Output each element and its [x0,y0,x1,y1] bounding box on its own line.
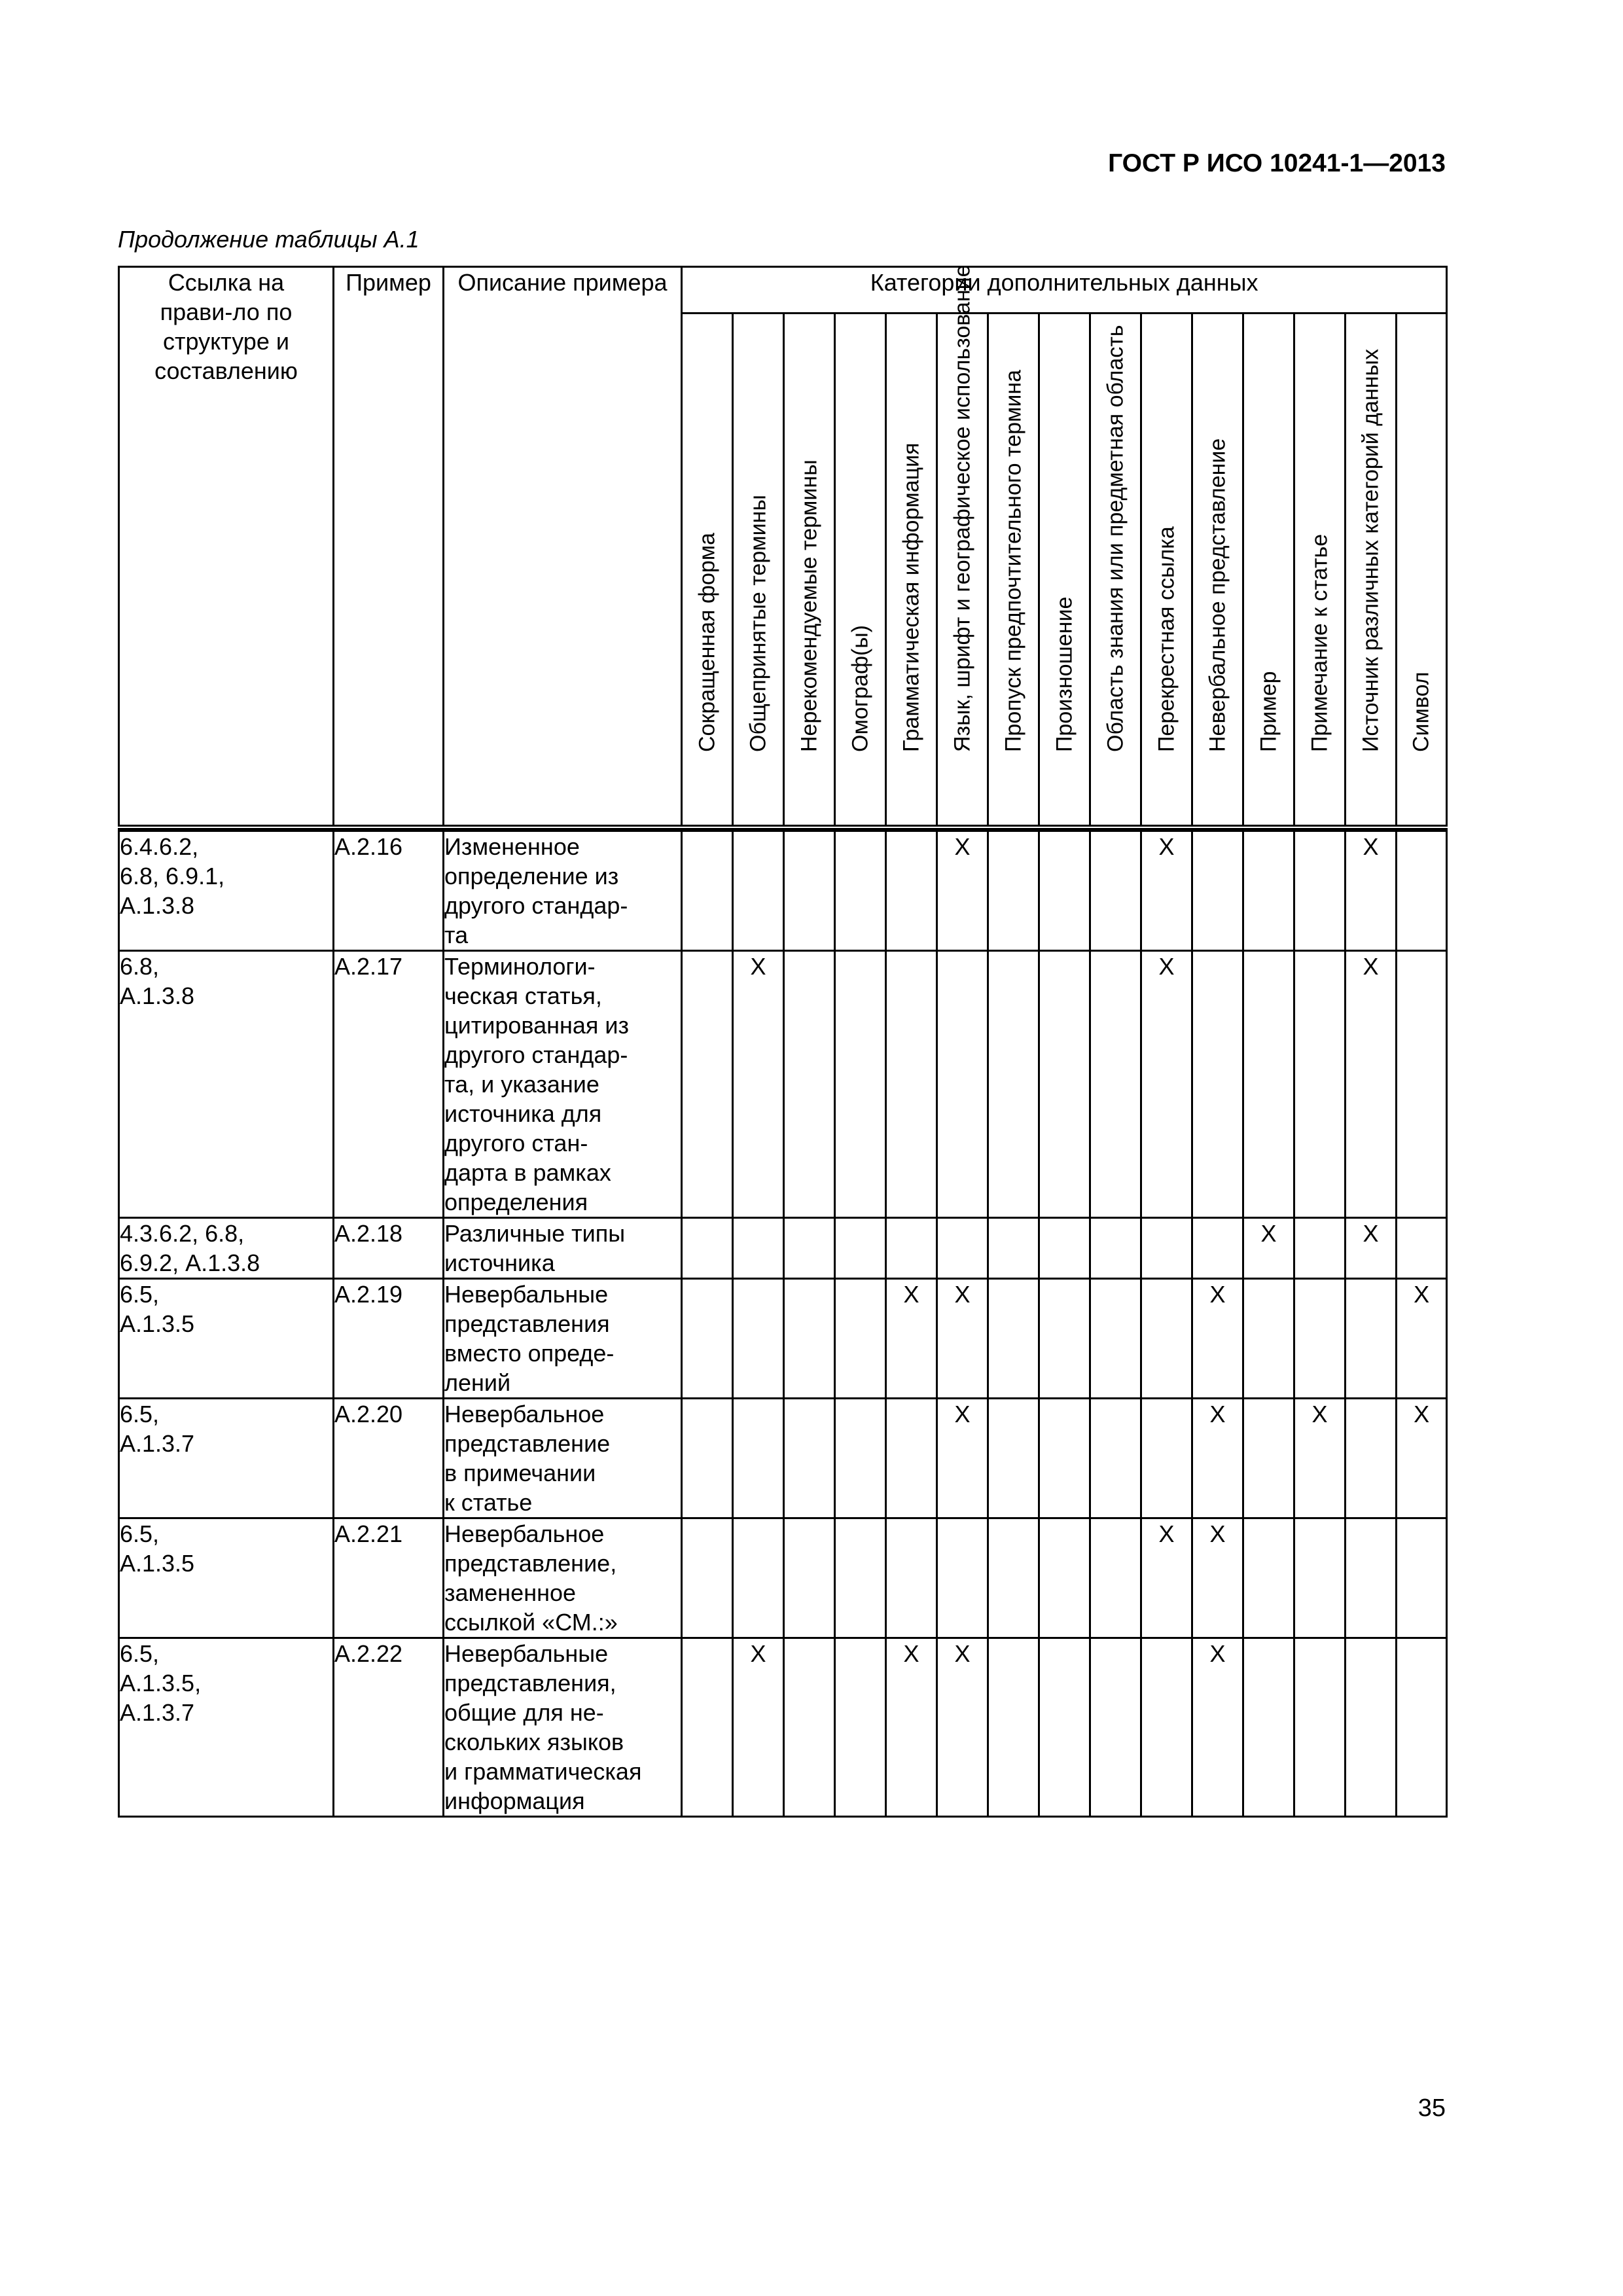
category-mark-cell [1090,1399,1141,1518]
table-row [119,1518,1447,1638]
description-line: лений [444,1369,511,1396]
category-mark-cell [988,831,1039,951]
reference-line: А.1.3.5 [120,1310,195,1337]
category-mark-cell [1090,1638,1141,1817]
reference-cell [119,1279,334,1399]
category-mark-cell [1090,831,1141,951]
category-header [733,314,784,828]
reference-line: 4.3.6.2, 6.8, [120,1220,245,1247]
description-line: та [444,922,469,948]
category-mark-cell [1090,1218,1141,1279]
example-cell: А.2.18 [334,1218,444,1279]
category-mark-cell [886,1399,937,1518]
example-cell: А.2.20 [334,1399,444,1518]
category-label: Сокращенная форма [694,532,719,752]
category-mark-cell: X [937,1279,988,1399]
category-mark-cell [733,1399,784,1518]
category-mark-cell: X [1192,1279,1243,1399]
category-mark-cell [937,951,988,1218]
category-label: Грамматическая информация [899,442,923,752]
category-label: Омограф(ы) [847,624,872,752]
category-mark-cell: X [1397,1399,1447,1518]
description-line: определения [444,1189,588,1215]
category-header [784,314,835,828]
category-mark-cell: X [733,1638,784,1817]
reference-cell [119,1399,334,1518]
category-mark-cell: X [1294,1399,1346,1518]
category-mark-cell [1141,1218,1192,1279]
category-mark-cell [886,1218,937,1279]
category-mark-cell: X [937,1399,988,1518]
category-header [1397,314,1447,828]
category-mark-cell [988,1518,1039,1638]
category-label: Перекрестная ссылка [1154,526,1179,752]
category-mark-cell [733,1279,784,1399]
category-label: Произношение [1052,596,1077,752]
category-mark-cell [1039,951,1090,1218]
data-categories-table [118,266,1448,1818]
category-mark-cell [1039,1518,1090,1638]
example-cell: А.2.16 [334,831,444,951]
reference-line: 6.5, [120,1401,160,1427]
category-mark-cell: X [1397,1279,1447,1399]
description-line: Различные типы [444,1220,626,1247]
description-line: к статье [444,1489,533,1516]
category-mark-cell [1039,1279,1090,1399]
category-mark-cell: X [1192,1399,1243,1518]
category-mark-cell [886,951,937,1218]
category-label: Общепринятые термины [745,495,770,752]
category-mark-cell [835,951,886,1218]
category-mark-cell [1243,1518,1294,1638]
category-mark-cell [1090,1518,1141,1638]
reference-cell [119,951,334,1218]
column-header-example: Пример [334,267,444,828]
description-line: представления [444,1310,610,1337]
description-line: Невербальные [444,1640,609,1667]
category-mark-cell [1192,831,1243,951]
category-mark-cell [1346,1638,1397,1817]
description-cell [444,1399,682,1518]
category-mark-cell: X [886,1279,937,1399]
category-mark-cell [1243,951,1294,1218]
category-mark-cell [1243,1279,1294,1399]
category-header [1192,314,1243,828]
category-mark-cell [682,1279,733,1399]
description-line: та, и указание [444,1071,599,1098]
category-mark-cell: X [1192,1518,1243,1638]
description-line: информация [444,1787,585,1814]
description-line: определение из [444,863,619,889]
category-mark-cell [988,1218,1039,1279]
category-mark-cell [784,951,835,1218]
category-label: Источник различных категорий данных [1358,349,1383,752]
category-mark-cell [988,1638,1039,1817]
category-mark-cell [1397,1518,1447,1638]
category-mark-cell: X [886,1638,937,1817]
category-mark-cell [835,1518,886,1638]
description-line: замененное [444,1579,577,1606]
description-cell [444,1518,682,1638]
column-group-header: Категории дополнительных данных [682,267,1447,314]
category-mark-cell [784,1399,835,1518]
category-mark-cell: X [1346,951,1397,1218]
category-mark-cell [682,831,733,951]
category-mark-cell [1346,1279,1397,1399]
category-mark-cell [1090,951,1141,1218]
reference-cell [119,1638,334,1817]
reference-line: А.1.3.8 [120,982,195,1009]
category-mark-cell: X [1243,1218,1294,1279]
category-mark-cell [835,831,886,951]
description-line: представления, [444,1670,616,1696]
table-row [119,951,1447,1218]
table-row [119,1279,1447,1399]
category-header [835,314,886,828]
description-line: в примечании [444,1460,596,1486]
description-line: цитированная из [444,1012,630,1039]
example-cell: А.2.19 [334,1279,444,1399]
column-header-reference: Ссылка на прави-ло по структуре и составлению [119,267,334,828]
reference-line: 6.4.6.2, [120,833,199,860]
description-cell [444,831,682,951]
category-mark-cell [733,1218,784,1279]
description-line: Измененное [444,833,580,860]
category-mark-cell [784,1218,835,1279]
reference-cell [119,831,334,951]
category-header [1243,314,1294,828]
reference-line: А.1.3.8 [120,892,195,919]
category-mark-cell [1294,951,1346,1218]
table-row [119,1218,1447,1279]
reference-line: 6.9.2, А.1.3.8 [120,1249,260,1276]
category-mark-cell [1397,831,1447,951]
description-cell [444,1638,682,1817]
category-mark-cell [1039,1218,1090,1279]
category-mark-cell [1397,1218,1447,1279]
category-mark-cell [1243,1399,1294,1518]
category-mark-cell [1397,1638,1447,1817]
category-mark-cell [835,1279,886,1399]
category-mark-cell [1141,1399,1192,1518]
category-mark-cell: X [1141,831,1192,951]
category-mark-cell [1294,1218,1346,1279]
category-label: Пропуск предпочтительного термина [1001,369,1026,752]
reference-line: 6.5, [120,1281,160,1308]
description-cell [444,1279,682,1399]
category-mark-cell [682,1218,733,1279]
category-mark-cell [1192,951,1243,1218]
category-label: Область знания или предметная область [1103,325,1128,752]
category-mark-cell: X [1192,1638,1243,1817]
category-mark-cell [784,1279,835,1399]
category-mark-cell [784,1518,835,1638]
category-mark-cell: X [937,1638,988,1817]
reference-line: 6.8, [120,953,160,980]
category-mark-cell [682,1399,733,1518]
reference-line: 6.5, [120,1640,160,1667]
description-line: Терминологи- [444,953,596,980]
description-line: другого стандар- [444,1041,628,1068]
category-mark-cell: X [1346,1218,1397,1279]
category-mark-cell [988,1279,1039,1399]
category-mark-cell [988,951,1039,1218]
table-continuation-caption: Продолжение таблицы А.1 [118,226,419,253]
category-mark-cell [988,1399,1039,1518]
category-label: Невербальное представление [1205,438,1230,752]
category-mark-cell [937,1218,988,1279]
category-mark-cell [682,951,733,1218]
category-header [988,314,1039,828]
category-mark-cell [1294,831,1346,951]
category-mark-cell [784,1638,835,1817]
category-mark-cell: X [733,951,784,1218]
category-mark-cell [1243,1638,1294,1817]
example-cell: А.2.22 [334,1638,444,1817]
table-row [119,1638,1447,1817]
description-line: скольких языков [444,1729,624,1755]
category-header [682,314,733,828]
document-code: ГОСТ Р ИСО 10241-1—2013 [1108,149,1446,177]
description-line: другого стандар- [444,892,628,919]
column-header-description: Описание примера [444,267,682,828]
category-mark-cell [1039,1638,1090,1817]
reference-line: 6.5, [120,1520,160,1547]
description-line: вместо опреде- [444,1340,615,1367]
reference-cell [119,1218,334,1279]
category-mark-cell [1294,1518,1346,1638]
reference-line: А.1.3.7 [120,1430,195,1457]
category-label: Нерекомендуемые термины [796,459,821,752]
description-line: источника для [444,1100,602,1127]
description-line: другого стан- [444,1130,588,1157]
description-cell [444,1218,682,1279]
category-mark-cell [835,1218,886,1279]
category-mark-cell [937,1518,988,1638]
category-header [937,264,988,828]
category-label: Примечание к статье [1307,533,1332,752]
category-mark-cell [835,1638,886,1817]
reference-line: А.1.3.5, [120,1670,202,1696]
category-header [1294,314,1346,828]
category-header [1039,314,1090,828]
table-row [119,831,1447,951]
category-mark-cell [1243,831,1294,951]
category-mark-cell [1192,1218,1243,1279]
reference-cell [119,1518,334,1638]
category-mark-cell [1294,1279,1346,1399]
description-line: и грамматическая [444,1758,642,1785]
reference-line: 6.8, 6.9.1, [120,863,225,889]
description-line: Невербальное [444,1401,605,1427]
category-mark-cell [1346,1518,1397,1638]
category-mark-cell: X [937,831,988,951]
category-mark-cell [886,831,937,951]
category-mark-cell: X [1141,951,1192,1218]
description-line: представление, [444,1550,617,1577]
category-header [1346,314,1397,828]
description-line: дарта в рамках [444,1159,611,1186]
category-mark-cell: X [1141,1518,1192,1638]
description-line: ческая статья, [444,982,602,1009]
category-mark-cell [1294,1638,1346,1817]
category-mark-cell [1141,1638,1192,1817]
category-mark-cell [1397,951,1447,1218]
category-mark-cell [682,1518,733,1638]
category-mark-cell [835,1399,886,1518]
category-mark-cell [733,1518,784,1638]
example-cell: А.2.17 [334,951,444,1218]
description-line: источника [444,1249,555,1276]
category-mark-cell [1090,1279,1141,1399]
category-mark-cell: X [1346,831,1397,951]
category-mark-cell [886,1518,937,1638]
example-cell: А.2.21 [334,1518,444,1638]
category-mark-cell [784,831,835,951]
category-mark-cell [682,1638,733,1817]
description-cell [444,951,682,1218]
description-line: общие для не- [444,1699,604,1726]
category-mark-cell [733,831,784,951]
category-mark-cell [1346,1399,1397,1518]
description-line: ссылкой «СМ.:» [444,1609,618,1636]
category-header [1141,314,1192,828]
reference-line: А.1.3.5 [120,1550,195,1577]
category-label: Символ [1408,672,1434,752]
category-mark-cell [1039,831,1090,951]
category-label: Пример [1256,671,1281,752]
description-line: Невербальное [444,1520,605,1547]
category-header [886,314,937,828]
category-label: Язык, шрифт и географическое использование [950,264,974,752]
description-line: Невербальные [444,1281,609,1308]
category-mark-cell [1039,1399,1090,1518]
reference-line: А.1.3.7 [120,1699,195,1726]
description-line: представление [444,1430,611,1457]
table-row [119,1399,1447,1518]
category-header [1090,314,1141,828]
page-number: 35 [1418,2094,1446,2122]
category-mark-cell [1141,1279,1192,1399]
